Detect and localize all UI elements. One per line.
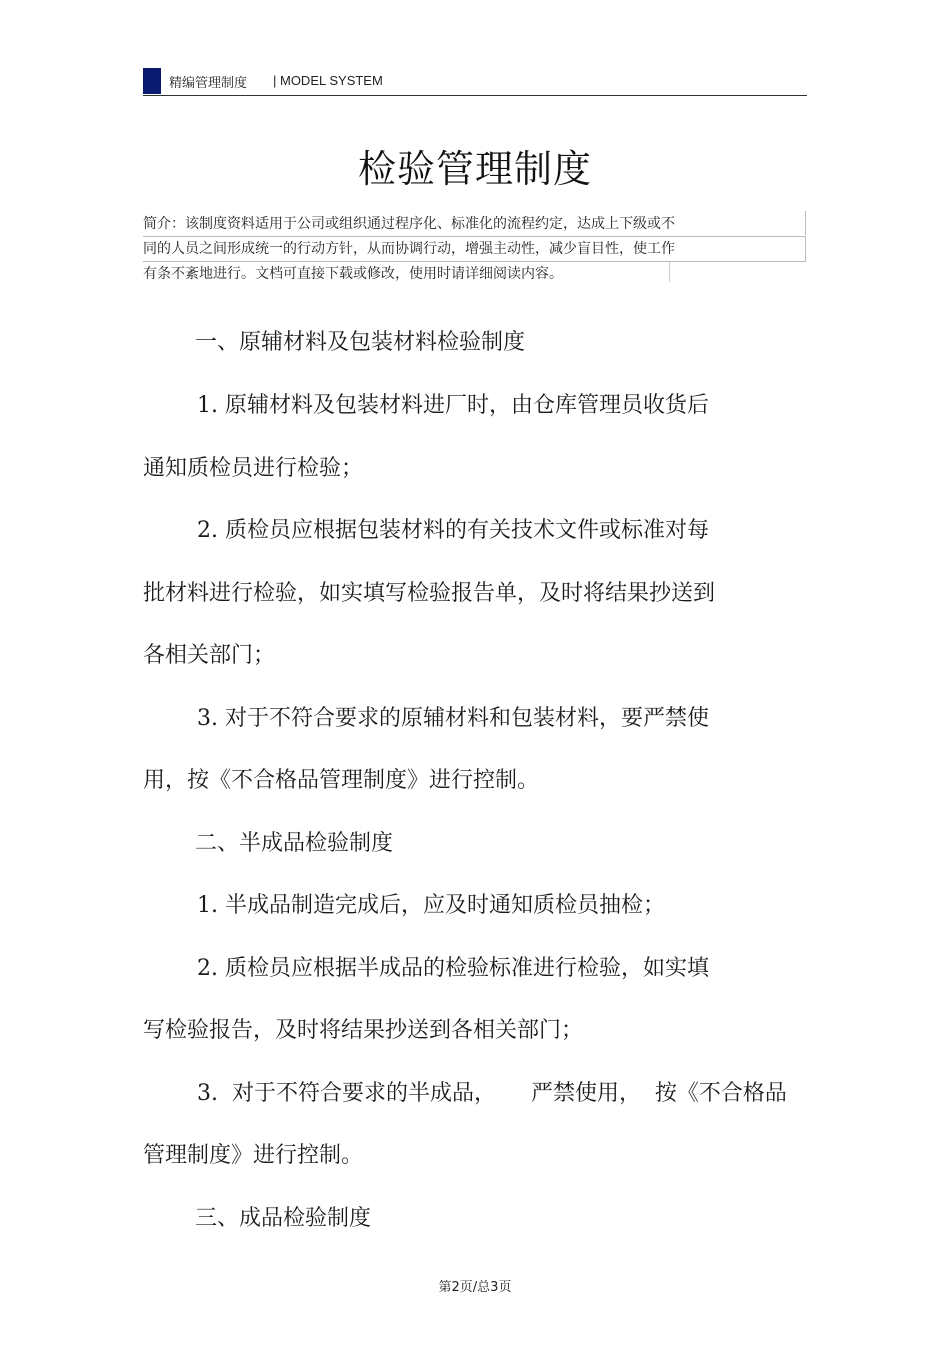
intro-line: 有条不紊地进行。文档可直接下载或修改，使用时请详细阅读内容。 — [143, 266, 563, 282]
paragraph-line: 批材料进行检验，如实填写检验报告单，及时将结果抄送到 — [143, 581, 716, 606]
paragraph-line: 各相关部门； — [143, 643, 276, 668]
paragraph-line: 写检验报告，及时将结果抄送到各相关部门； — [143, 1018, 584, 1043]
paragraph-line: 2. 质检员应根据半成品的检验标准进行检验，如实填 — [197, 956, 709, 981]
section-heading: 三、成品检验制度 — [195, 1206, 372, 1231]
header-left-text: 精编管理制度 — [169, 76, 248, 91]
section-heading: 一、原辅材料及包装材料检验制度 — [195, 330, 526, 355]
paragraph-line: 用，按《不合格品管理制度》进行控制。 — [143, 768, 540, 793]
page-title: 检验管理制度 — [357, 147, 592, 191]
page-number: 第2页/总3页 — [438, 1280, 512, 1295]
paragraph-line: 3. 对于不符合要求的半成品， 严禁使用， 按《不合格品 — [197, 1081, 787, 1106]
paragraph-line: 2. 质检员应根据包装材料的有关技术文件或标准对每 — [197, 518, 709, 543]
paragraph-line: 3. 对于不符合要求的原辅材料和包装材料，要严禁使 — [197, 706, 709, 731]
paragraph-line: 1. 原辅材料及包装材料进厂时，由仓库管理员收货后 — [197, 393, 709, 418]
paragraph-line: 通知质检员进行检验； — [143, 456, 364, 481]
paragraph-line: 1. 半成品制造完成后，应及时通知质检员抽检； — [197, 893, 665, 918]
header-right-text: | MODEL SYSTEM — [273, 73, 383, 88]
intro-line: 同的人员之间形成统一的行动方针，从而协调行动，增强主动性，减少盲目性，使工作 — [143, 241, 675, 257]
paragraph-line: 管理制度》进行控制。 — [143, 1143, 364, 1168]
intro-line: 简介：该制度资料适用于公司或组织通过程序化、标准化的流程约定，达成上下级或不 — [143, 216, 675, 232]
section-heading: 二、半成品检验制度 — [195, 831, 394, 856]
